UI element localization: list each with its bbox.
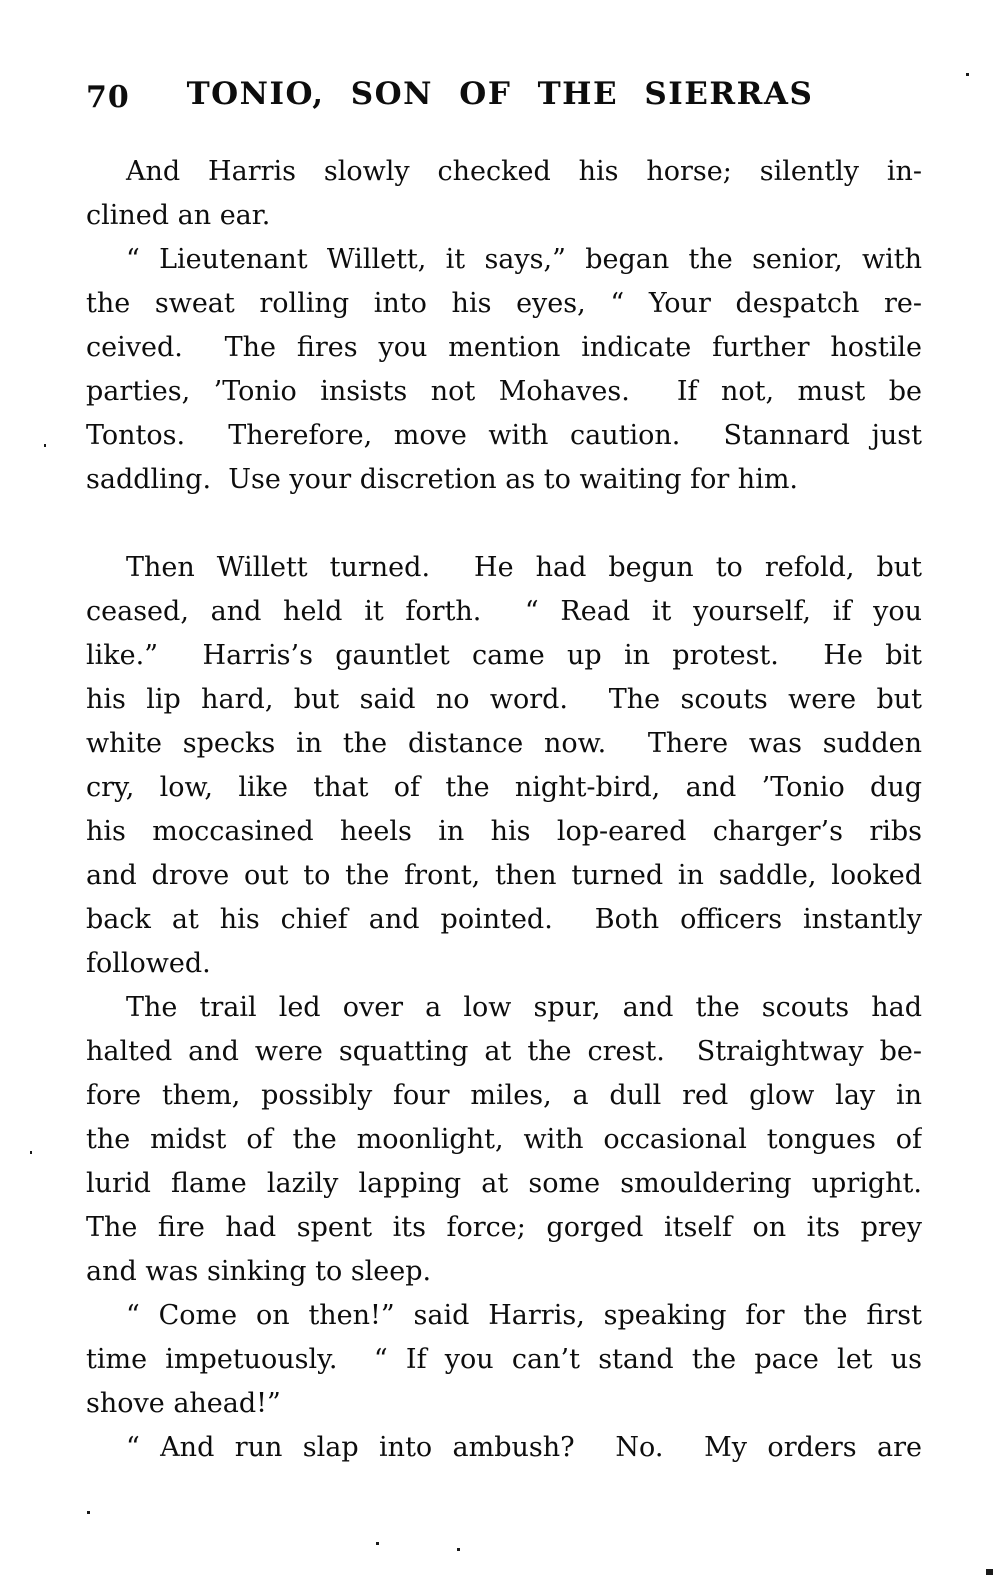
- text-line: lurid flame lazily lapping at some smouldering upright.: [86, 1168, 922, 1199]
- text-line: his lip hard, but said no word. The scouts were but: [86, 684, 922, 715]
- text-line: ceived. The fires you mention indicate further hostile: [86, 332, 922, 363]
- attribution-line: [86, 502, 922, 546]
- text-line: “ Lieutenant Willett, it says,” began the senior, with: [126, 244, 922, 275]
- text-line: the sweat rolling into his eyes, “ Your despatch re-: [86, 288, 922, 319]
- text-line: “ And run slap into ambush? No. My orders are: [126, 1432, 922, 1463]
- text-line: and was sinking to sleep.: [86, 1256, 432, 1287]
- scan-speck: [376, 1542, 379, 1545]
- scan-speck: [966, 73, 969, 76]
- page-body: [86, 150, 922, 1470]
- scan-speck: [44, 444, 46, 447]
- text-line: fore them, possibly four miles, a dull red glow lay in: [86, 1080, 922, 1111]
- text-line: the midst of the moonlight, with occasional tongues of: [86, 1124, 922, 1155]
- text-line: followed.: [86, 948, 211, 979]
- text-line: time impetuously. “ If you can’t stand the pace let us: [86, 1344, 922, 1375]
- text-line: Then Willett turned. He had begun to refold, but: [126, 552, 922, 583]
- page-header: [0, 76, 1000, 122]
- text-line: and drove out to the front, then turned in saddle, looked: [86, 860, 922, 891]
- text-line: The trail led over a low spur, and the scouts had: [126, 992, 922, 1023]
- text-line: clined an ear.: [86, 200, 271, 231]
- text-line: parties, ’Tonio insists not Mohaves. If not, must be: [86, 376, 922, 407]
- text-line: his moccasined heels in his lop-eared charger’s ribs: [86, 816, 922, 847]
- text-line: And Harris slowly checked his horse; silently in-: [126, 156, 922, 187]
- text-line: halted and were squatting at the crest. Straightway be-: [86, 1036, 922, 1067]
- text-line: white specks in the distance now. There was sudden: [86, 728, 922, 759]
- text-line: like.” Harris’s gauntlet came up in protest. He bit: [86, 640, 922, 671]
- text-line: cry, low, like that of the night-bird, and ’Tonio dug: [86, 772, 922, 803]
- text-line: back at his chief and pointed. Both officers instantly: [86, 904, 922, 935]
- text-line: ceased, and held it forth. “ Read it yourself, if you: [86, 596, 922, 627]
- page-number: 70: [86, 80, 130, 115]
- text-line: shove ahead!”: [86, 1388, 281, 1419]
- scan-speck: [30, 1151, 32, 1154]
- text-line: Tontos. Therefore, move with caution. Stannard just: [86, 420, 922, 451]
- text-line: The fire had spent its force; gorged itself on its prey: [86, 1212, 922, 1243]
- running-title: TONIO, SON OF THE SIERRAS: [186, 76, 814, 112]
- scan-speck: [87, 1511, 90, 1514]
- scan-speck: [457, 1548, 460, 1551]
- text-line: saddling. Use your discretion as to waiting for him.: [86, 464, 799, 495]
- scan-speck: [986, 1569, 993, 1575]
- text-line: “ Come on then!” said Harris, speaking for the first: [126, 1300, 922, 1331]
